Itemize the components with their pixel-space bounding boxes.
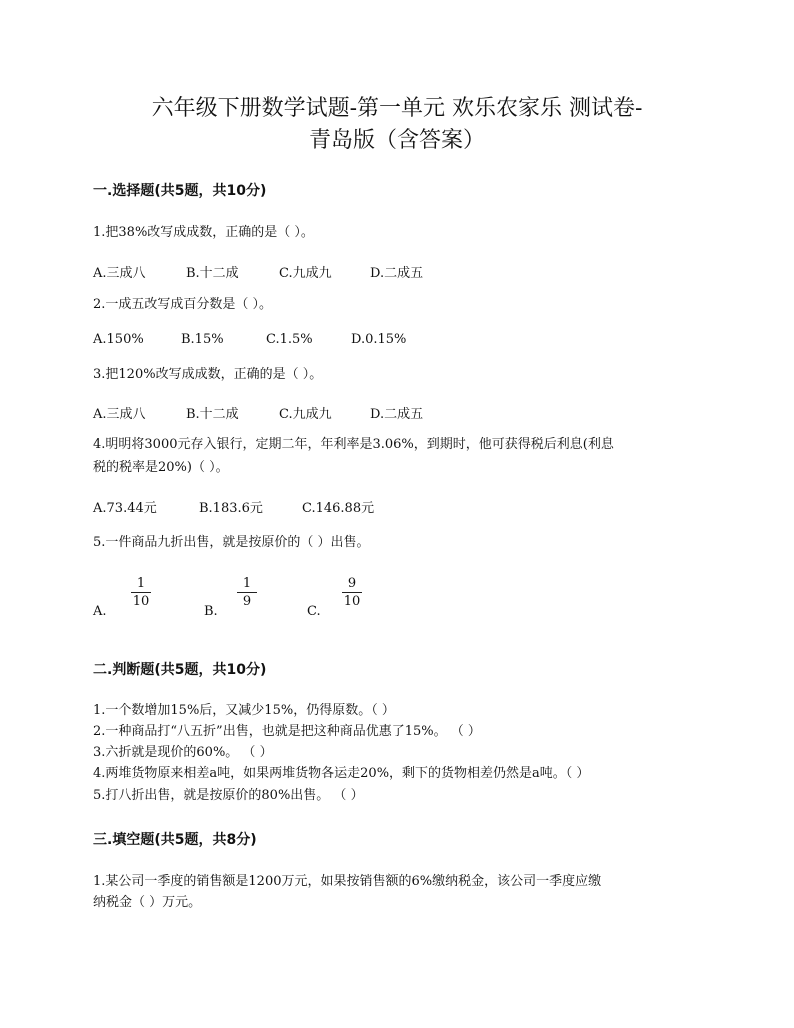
document-title-line-1: 六年级下册数学试题-第一单元 欢乐农家乐 测试卷-	[151, 96, 643, 121]
fraction-numerator: 1	[242, 576, 252, 591]
true-false-item-5: 5.打八折出售，就是按原价的80%出售。 （ ）	[93, 788, 364, 803]
fraction-denominator: 10	[343, 594, 361, 609]
question-2-option-b: B.15%	[181, 332, 224, 347]
question-5-option-a-fraction	[129, 576, 153, 609]
question-2-option-c: C.1.5%	[266, 332, 313, 347]
question-4-text-line-1: 4.明明将3000元存入银行，定期二年，年利率是3.06%，到期时，他可获得税后利息(利息	[93, 437, 614, 452]
fraction-numerator: 9	[347, 576, 357, 591]
fraction-bar	[131, 592, 151, 593]
question-5-option-a-label: A.	[93, 604, 107, 619]
question-4-text-line-2: 税的税率是20%)（ ）。	[93, 460, 229, 475]
question-2-option-a: A.150%	[93, 332, 144, 347]
question-5-option-b-fraction	[235, 576, 259, 609]
question-1-option-b: B.十二成	[186, 266, 239, 281]
fraction-bar	[342, 592, 362, 593]
question-3-option-d: D.二成五	[370, 407, 424, 422]
question-5-text: 5.一件商品九折出售，就是按原价的（ ）出售。	[93, 535, 370, 550]
question-1-text: 1.把38%改写成成数，正确的是（ ）。	[93, 225, 314, 240]
true-false-item-3: 3.六折就是现价的60%。 （ ）	[93, 745, 273, 760]
question-1-option-d: D.二成五	[370, 266, 424, 281]
fill-in-question-1-line-2: 纳税金（ ）万元。	[93, 895, 202, 910]
question-3-text: 3.把120%改写成成数，正确的是（ ）。	[93, 367, 323, 382]
question-3-option-c: C.九成九	[279, 407, 332, 422]
true-false-item-4: 4.两堆货物原来相差a吨，如果两堆货物各运走20%，剩下的货物相差仍然是a吨。（ ）	[93, 766, 590, 781]
fraction-bar	[237, 592, 257, 593]
section-heading-fill-in: 三.填空题(共5题，共8分)	[93, 832, 257, 848]
fill-in-question-1-line-1: 1.某公司一季度的销售额是1200万元，如果按销售额的6%缴纳税金，该公司一季度应缴	[93, 874, 602, 889]
fraction-denominator: 9	[242, 594, 252, 609]
question-1-option-c: C.九成九	[279, 266, 332, 281]
section-heading-true-false: 二.判断题(共5题，共10分)	[93, 662, 267, 678]
question-3-option-a: A.三成八	[93, 407, 146, 422]
question-4-option-b: B.183.6元	[199, 501, 263, 516]
document-title-line-2: 青岛版（含答案）	[308, 128, 485, 153]
fraction-denominator: 10	[132, 594, 150, 609]
question-5-option-b-label: B.	[204, 604, 218, 619]
fraction-numerator: 1	[136, 576, 146, 591]
question-3-option-b: B.十二成	[186, 407, 239, 422]
question-4-option-c: C.146.88元	[302, 501, 375, 516]
true-false-item-2: 2.一种商品打“八五折”出售，也就是把这种商品优惠了15%。 （ ）	[93, 724, 481, 739]
question-2-text: 2.一成五改写成百分数是（ ）。	[93, 297, 273, 312]
question-5-option-c-fraction	[340, 576, 364, 609]
question-4-option-a: A.73.44元	[93, 501, 157, 516]
question-5-option-c-label: C.	[307, 604, 321, 619]
true-false-item-1: 1.一个数增加15%后，又减少15%，仍得原数。（ ）	[93, 703, 395, 718]
question-1-option-a: A.三成八	[93, 266, 146, 281]
question-2-option-d: D.0.15%	[351, 332, 407, 347]
section-heading-choice: 一.选择题(共5题，共10分)	[93, 183, 267, 199]
